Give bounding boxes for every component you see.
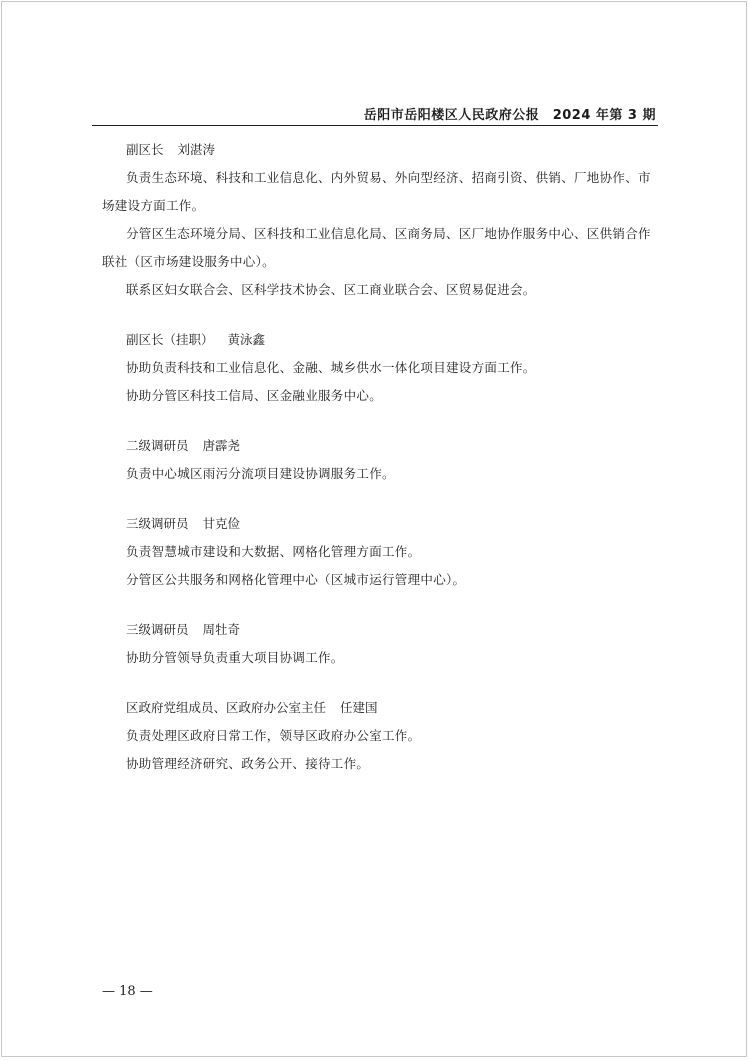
paragraph: 联系区妇女联合会、区科学技术协会、区工商业联合会、区贸易促进会。 (126, 282, 536, 297)
paragraph: 负责中心城区雨污分流项目建设协调服务工作。 (126, 466, 395, 481)
main-content (102, 136, 662, 778)
person-name: 周牡奇 (202, 622, 241, 637)
section-title (102, 432, 662, 460)
section-liu (102, 136, 662, 304)
section-title (102, 326, 662, 354)
person-name: 任建国 (340, 700, 378, 715)
header-rule (92, 125, 658, 126)
role-label: 区政府党组成员、区政府办公室主任 (126, 700, 327, 715)
role-label: 三级调研员 (126, 516, 189, 531)
paragraph: 负责智慧城市建设和大数据、网格化管理方面工作。 (126, 544, 421, 559)
section-title (102, 136, 662, 164)
section-huang (102, 326, 662, 410)
section-title (102, 616, 662, 644)
paragraph: 协助分管领导负责重大项目协调工作。 (126, 650, 344, 665)
page-number: — 18 — (102, 984, 153, 999)
paragraph: 负责生态环境、科技和工业信息化、内外贸易、外向型经济、招商引资、供销、厂地协作、市场建设方面工作。 (102, 170, 651, 213)
person-name: 唐霹尧 (202, 438, 241, 453)
paragraph: 分管区公共服务和网格化管理中心（区城市运行管理中心）。 (126, 572, 466, 587)
section-zhou (102, 616, 662, 672)
section-title (102, 510, 662, 538)
section-gan (102, 510, 662, 594)
paragraph: 分管区生态环境分局、区科技和工业信息化局、区商务局、区厂地协作服务中心、区供销合作联社（区市场建设服务中心）。 (102, 226, 651, 269)
paragraph: 协助负责科技和工业信息化、金融、城乡供水一体化项目建设方面工作。 (126, 360, 536, 375)
running-header (92, 104, 658, 124)
paragraph: 负责处理区政府日常工作，领导区政府办公室工作。 (126, 728, 421, 743)
paragraph: 协助管理经济研究、政务公开、接待工作。 (126, 756, 370, 771)
person-name: 甘克俭 (202, 516, 241, 531)
person-name: 刘湛涛 (177, 142, 216, 157)
section-title (102, 694, 662, 722)
section-ren (102, 694, 662, 778)
section-tang (102, 432, 662, 488)
person-name: 黄泳鑫 (227, 332, 266, 347)
paragraph: 协助分管区科技工信局、区金融业服务中心。 (126, 388, 383, 403)
role-label: 二级调研员 (126, 438, 189, 453)
role-label: 三级调研员 (126, 622, 189, 637)
role-label: 副区长（挂职） (126, 332, 214, 347)
role-label: 副区长 (126, 142, 164, 157)
header-title: 岳阳市岳阳楼区人民政府公报 2024 年第 3 期 (363, 108, 656, 123)
